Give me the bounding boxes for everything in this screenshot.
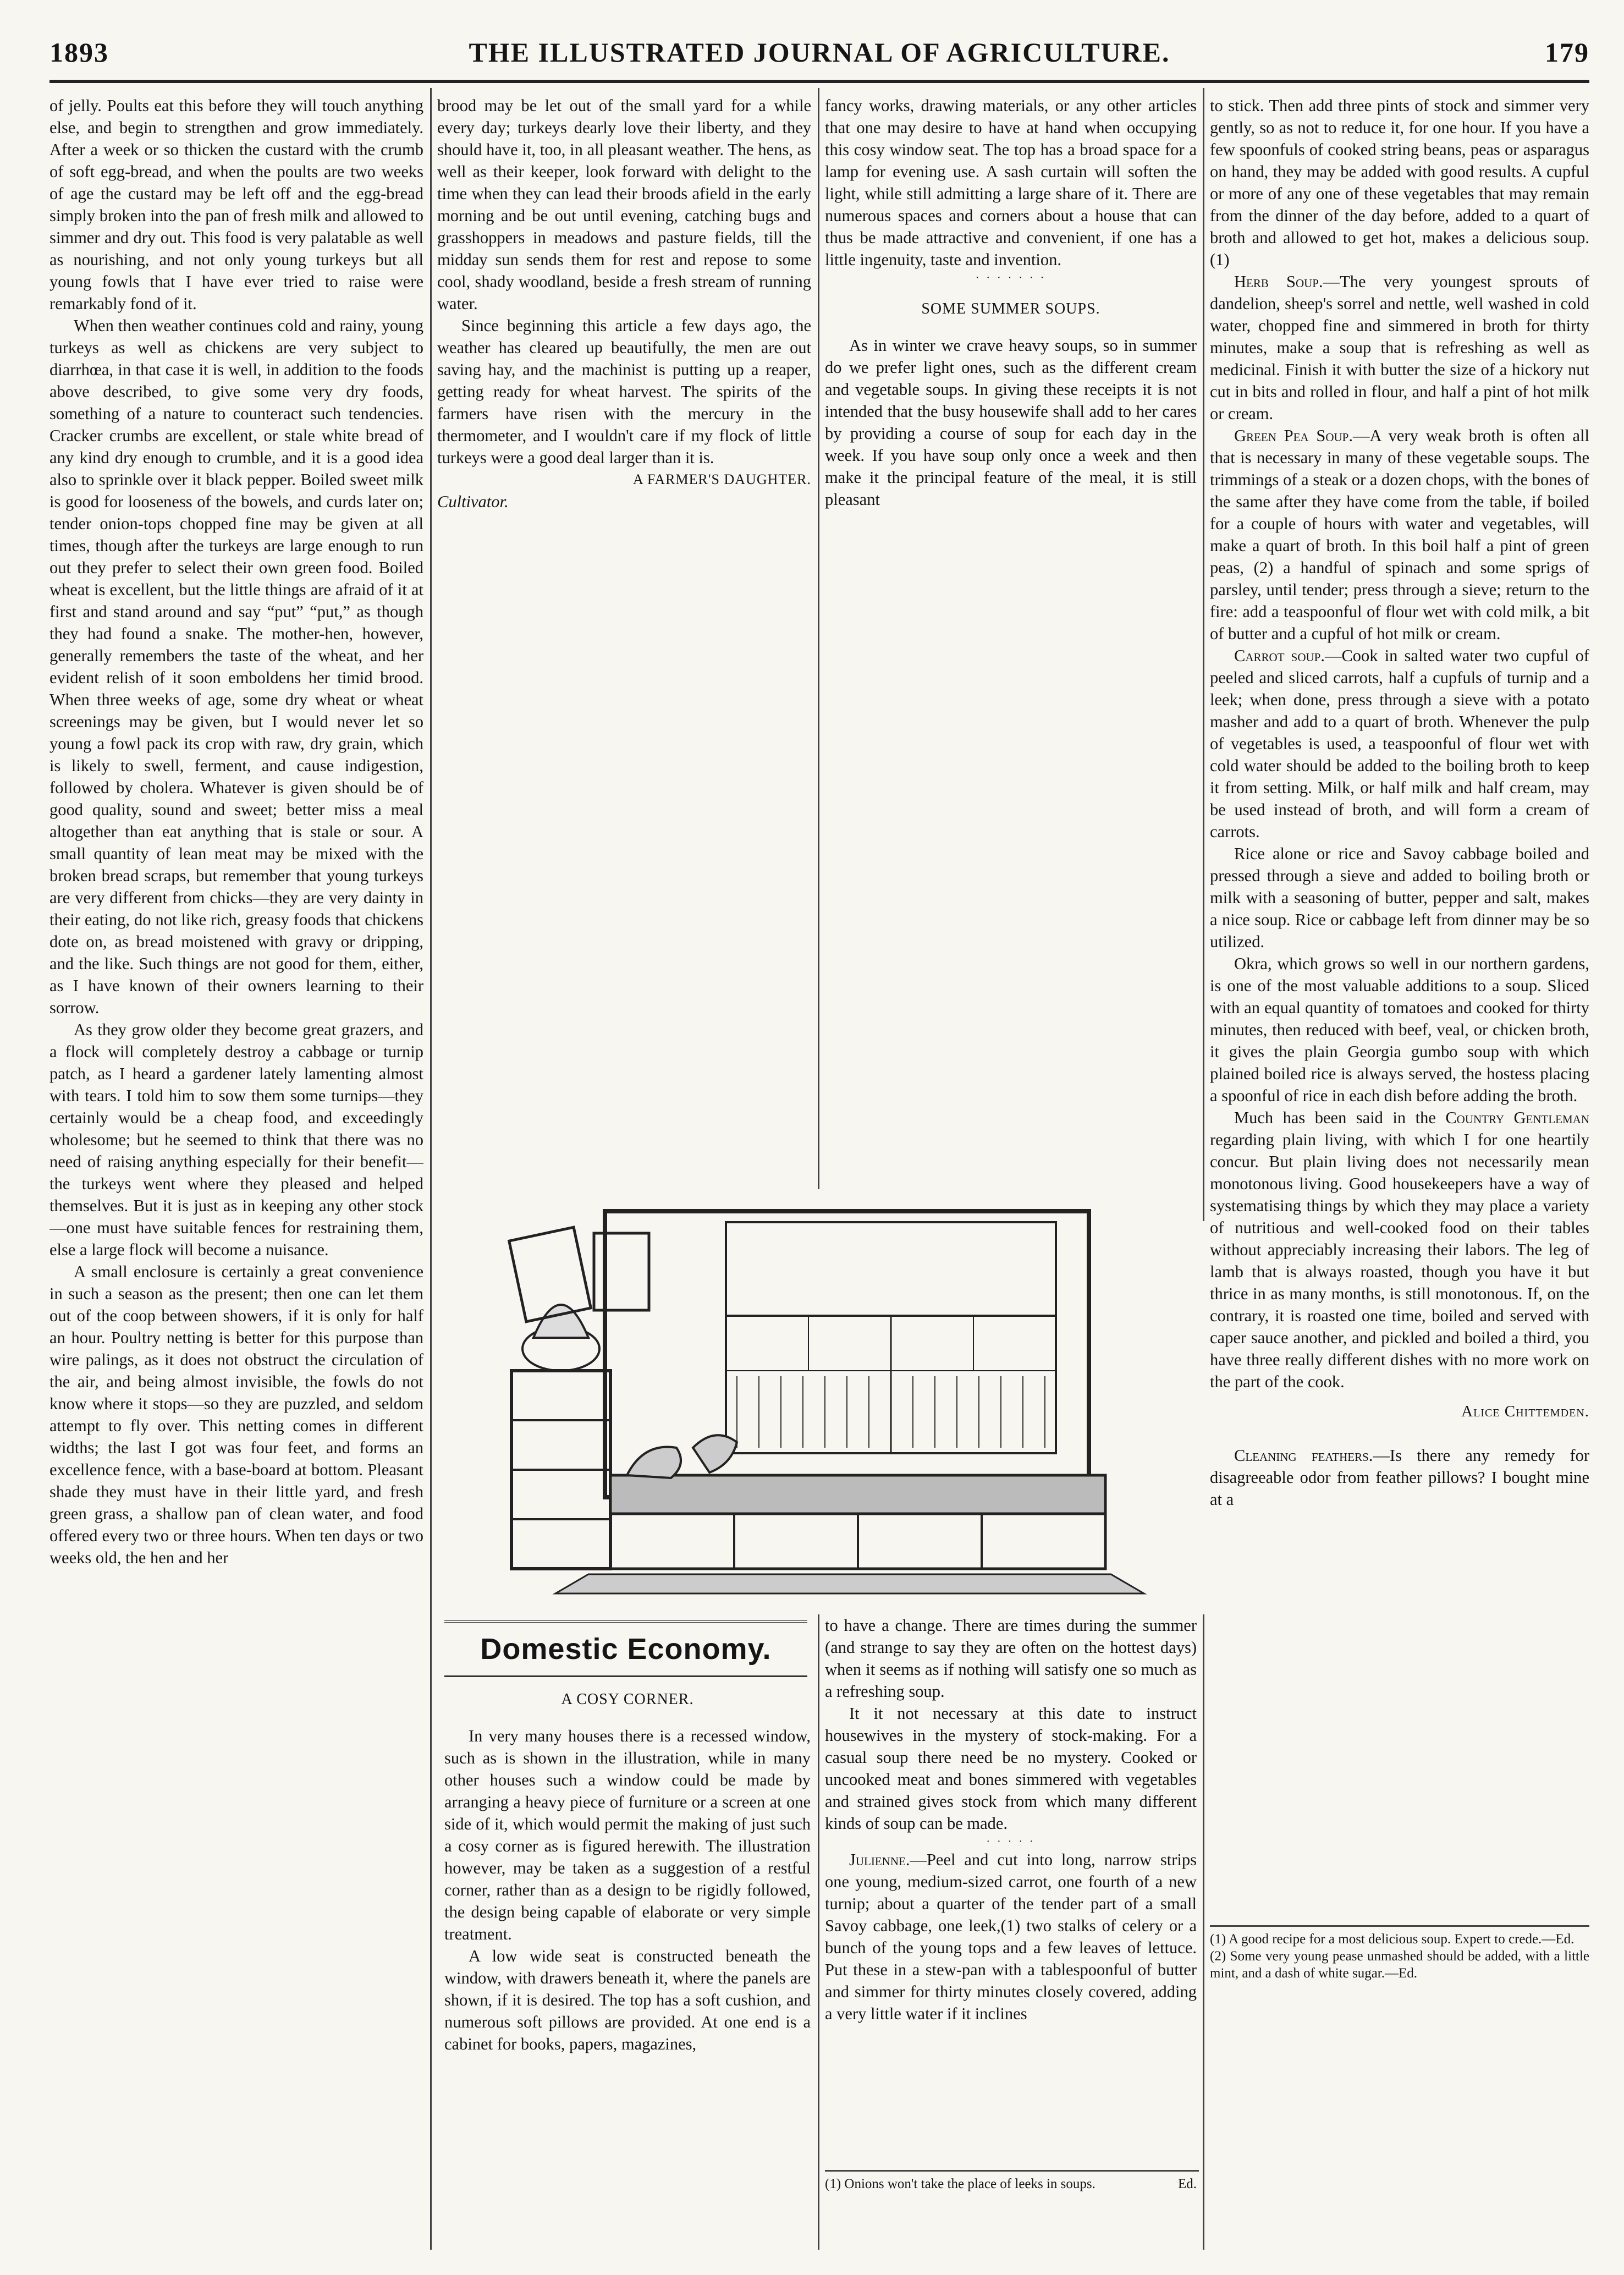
footnote-rule-col3 <box>825 2170 1199 2172</box>
paragraph <box>1210 271 1589 425</box>
paragraph: A low wide seat is constructed beneath the window, with drawers beneath it, where the panels are shown, if it is desired. The top has a soft cushion, and numerous soft pillows are provided. At one end is a cabinet for books, papers, magazines, <box>444 1947 811 2053</box>
paragraph <box>1210 1444 1589 1510</box>
column-rule-3-upper <box>1203 88 1204 1221</box>
paragraph: When then weather continues cold and rainy, young turkeys as well as chickens are very subject to diarrhœa, in that case it is well, in addition to the foods above described, to give some very dry foods, something of a nature to counteract such tendencies. Cracker crumbs are excellent, or stale white bread of any kind dry enough to crumble, and it is a good idea also to sprinkle over it black pepper. Boiled sweet milk is good for looseness of the bowels, and curds later on; tender onion-tops chopped fine may be given at all times, though after the turkeys are large enough to run out they prefer to select their own green food. Boiled wheat is excellent, but the little things are afraid of it at first and stand around and say “put” “put,” as though they had found a snake. The mother-hen, however, generally remembers the taste of the wheat, and her evident relish of it soon emboldens her timid brood. When three weeks of age, some dry wheat or wheat screenings may be given, but I would never let so young a fowl pack its crop with raw, dry grain, which is likely to swell, ferment, and cause indigestion, followed by cholera. Whatever is given should be of good quality, sound and sweet; better miss a meal altogether than eat anything that is stale or sour. A small quantity of lean meat may be mixed with the broken bread scraps, but remember that young turkeys are very different from chicks—they are very dainty in their eating, do not like rich, greasy foods that chickens dote on, as bread moistened with gravy or dripping, and the like. Such things are not good for them, either, as I have known of their owners learning to their sorrow. <box>49 316 423 1017</box>
source-credit: Cultivator. <box>437 492 509 511</box>
year: 1893 <box>49 37 109 68</box>
paragraph: As they grow older they become great grazers, and a flock will completely destroy a cabbage or turnip patch, as I heard a gardener lately lamenting almost with tears. I told him to sow them some turnips—they certainly would be a cheap food, and exceedingly wholesome; but he seemed to think that there was no need of raising anything especially for their benefit—the turkeys went where they pleased and helped themselves. But it is just as in keeping any other stock—one must have suitable fences for restraining them, else a large flock will become a nuisance. <box>49 1020 423 1259</box>
paragraph <box>1210 645 1589 843</box>
query-label: Cleaning feathers. <box>1234 1446 1373 1465</box>
journal-title: THE ILLUSTRATED JOURNAL OF AGRICULTURE. <box>469 37 1170 68</box>
footnote-rule-col4 <box>1210 1925 1589 1927</box>
column-3-top <box>825 95 1197 1189</box>
column-rule-2-upper <box>818 88 819 1221</box>
paragraph: It it not necessary at this date to instruct housewives in the mystery of stock-making. For a casual soup there need be no mystery. Cooked or uncooked meat and bones simmered with vegetables and strained gives stock from which many different kinds of soup can be made. <box>825 1704 1197 1833</box>
column-rule-1 <box>430 88 432 2250</box>
paragraph <box>1210 425 1589 645</box>
footnote-editor: Ed. <box>1177 2177 1197 2191</box>
recipe-label: Julienne. <box>849 1850 910 1869</box>
column-1 <box>49 95 423 2251</box>
section-divider: · · · · · <box>986 1836 1036 1848</box>
recipe-label: Herb Soup. <box>1234 272 1323 291</box>
recipe-text: —The very youngest sprouts of dandelion, sheep's sorrel and nettle, well washed in cold water, chopped fine and simmered in broth for thirty minutes, make a soup that is refreshing as well as medicinal. Finish it with butter the size of a hickory nut cut in bits and rolled in flour, and half a pint of hot milk or cream. <box>1210 272 1589 423</box>
header-rule <box>49 80 1589 83</box>
paragraph: In very many houses there is a recessed window, such as is shown in the illustration, while in many other houses such a window could be made by arranging a heavy piece of furniture or a screen at one side of it, which would permit the making of just such a cosy corner as is figured herewith. The illustration however, may be taken as a suggestion of a restful corner, rather than as a design to be rigidly followed, the design being capable of elaborate or very simple treatment. <box>444 1727 811 1943</box>
publication-name: Country Gentleman <box>1445 1108 1589 1127</box>
paragraph: brood may be let out of the small yard for a while every day; turkeys dearly love their liberty, and they should have it, too, in all pleasant weather. The hens, as well as their keeper, look forward with delight to the time when they can lead their broods afield in the early morning and be out until evening, catching bugs and grasshoppers in meadows and pasture fields, till the midday sun sends them for rest and repose to some cool, shady woodland, beside a fresh stream of running water. <box>437 96 811 313</box>
page-number: 179 <box>1545 37 1589 68</box>
paragraph: Rice alone or rice and Savoy cabbage boiled and pressed through a sieve and added to boiling broth or milk with a seasoning of butter, pepper and salt, makes a nice soup. Rice or cabbage left from dinner may be so utilized. <box>1210 844 1589 951</box>
signature: Alice Chittemden. <box>1461 1403 1589 1420</box>
column-4 <box>1210 95 1589 1921</box>
footnote: (2) Some very young pease unmashed should be added, with a little mint, and a dash of white sugar.—Ed. <box>1210 1949 1589 1981</box>
footnotes-col4 <box>1210 1931 1589 1997</box>
paragraph: Since beginning this article a few days ago, the weather has cleared up beautifully, the men are out saving hay, and the machinist is putting up a reaper, getting ready for wheat harvest. The spirits of the farmers have risen with the mercury in the thermometer, and I wouldn't care if my flock of little turkeys were a good deal larger than it is. <box>437 316 811 467</box>
running-head <box>49 36 1589 75</box>
section-title: A COSY CORNER. <box>561 1691 694 1708</box>
paragraph: A small enclosure is certainly a great convenience in such a season as the present; then one can let them out of the coop between showers, if it is only for half an hour. Poultry netting is better for this purpose than wire palings, as it does not obstruct the circulation of the air, and being almost invisible, the fowls do not know where it stops—so they are puzzled, and seldom attempt to fly over. This netting comes in different widths; the last I got was four feet, and forms an excellence fence, with a base-board at bottom. Pleasant shade they must have in their little yard, and fresh green grass, a shallow pan of clean water, and food offered every two or three hours. When ten days or two weeks old, the hen and her <box>49 1262 423 1567</box>
paragraph: Much has been said in the Country Gentleman regarding plain living, with which I for one heartily concur. But plain living does not necessarily mean monotonous living. Good housekeepers have a way of systematising things by which they may place a variety of nutritious and well-cooked food on their tables without appreciably increasing their labors. The leg of lamb that is always roasted, though you have it but thrice in as many months, is still monotonous. If, on the contrary, it is roasted one time, boiled and served with caper sauce another, and pickled and boiled a third, you have three really different dishes with no more work on the part of the cook. <box>1210 1108 1589 1391</box>
department-banner: Domestic Economy. <box>444 1620 807 1677</box>
paragraph: of jelly. Poults eat this before they will touch anything else, and begin to strengthen and grow immediately. After a week or so thicken the custard with the crumb of soft egg-bread, and when the poults are two weeks of age the custard may be left off and the egg-bread simply broken into the pan of fresh milk and allowed to simmer and dry out. This food is very palatable as well as nourishing, and not only young turkeys but all young fowls that I have ever tried to raise were remarkably fond of it. <box>49 96 423 313</box>
paragraph <box>825 1849 1197 2025</box>
footnote-text: (1) Onions won't take the place of leeks in soups. <box>825 2177 1095 2191</box>
section-divider: · · · · · · · <box>975 272 1047 284</box>
recipe-text: —Peel and cut into long, narrow strips one young, medium-sized carrot, one fourth of a new turnip; about a quarter of the tender part of a small Savoy cabbage, one leek,(1) two stalks of celery or a bunch of the young tops and a few leaves of lettuce. Put these in a stew-pan with a tablespoonful of butter and simmer for thirty minutes closely covered, adding a very little water if it inclines <box>825 1850 1197 2023</box>
recipe-text: —A very weak broth is often all that is necessary in many of these vegetable soups. The trimmings of a steak or a dozen chops, with the bones of the same after they have come from the table, if boiled for a couple of hours with water and vegetables, will make a quart of broth. In this boil half a pint of green peas, (2) a handful of spinach and some sprigs of parsley, until tender; press through a sieve; return to the fire: add a teaspoonful of flour wet with cold milk, a bit of butter and a cupful of hot milk or cream. <box>1210 426 1589 643</box>
paragraph: fancy works, drawing materials, or any other articles that one may desire to have at hand when occupying this cosy window seat. The top has a broad space for a lamp for evening use. A sash curtain will soften the light, while still admitting a large share of it. There are numerous spaces and corners about a house that can thus be made attractive and convenient, if one has a little ingenuity, taste and invention. <box>825 96 1197 269</box>
paragraph: Okra, which grows so well in our northern gardens, is one of the most valuable additions to a soup. Sliced with an equal quantity of tomatoes and cooked for thirty minutes, then reduced with beef, veal, or chicken broth, it gives the plain Georgia gumbo soup with which plained boiled rice is always served, the hostess placing a spoonful of rice in each dish before adding the broth. <box>1210 954 1589 1105</box>
recipe-label: Carrot soup. <box>1234 646 1325 665</box>
recipe-text: —Cook in salted water two cupful of peeled and sliced carrots, half a cupfuls of turnip and a leek; when done, press through a sieve with a potato masher and add to a quart of broth. Whenever the pulp of vegetables is used, a teaspoonful of flour wet with cold water should be added to the boiling broth to keep it from setting. Milk, or half milk and half cream, may be used instead of broth, and will form a cream of carrots. <box>1210 646 1589 841</box>
footnote-col3 <box>825 2175 1197 2219</box>
paragraph: As in winter we crave heavy soups, so in summer do we prefer light ones, such as the different cream and vegetable soups. In giving these receipts it is not intended that the busy housewife shall add to her cares by providing a course of soup for each day in the week. If you have soup only once a week and then make it the principal feature of the meal, it is still pleasant <box>825 336 1197 509</box>
footnote: (1) A good recipe for a most delicious soup. Expert to crede.—Ed. <box>1210 1932 1575 1947</box>
query-text: —Is there any remedy for disagreeable odor from feather pillows? I bought mine at a <box>1210 1446 1589 1509</box>
column-rule-2-lower <box>818 1614 819 2250</box>
column-3-bottom <box>825 1614 1197 2170</box>
signature: A FARMER'S DAUGHTER. <box>633 471 811 487</box>
column-2-top <box>437 95 811 1189</box>
paragraph: to have a change. There are times during the summer (and strange to say they are often on the hottest days) when it seems as if nothing will satisfy one so much as a refreshing soup. <box>825 1616 1197 1701</box>
column-2-bottom <box>444 1683 811 2250</box>
section-title: SOME SUMMER SOUPS. <box>921 300 1100 317</box>
cosy-corner-illustration <box>462 1189 1166 1596</box>
paragraph: to stick. Then add three pints of stock and simmer very gently, so as not to reduce it, for one hour. If you have a few spoonfuls of cooked string beans, peas or asparagus on hand, they may be added with good results. A cupful or more of any one of these vegetables that may remain from the dinner of the day before, added to a quart of broth and allowed to get hot, makes a delicious soup. (1) <box>1210 96 1589 269</box>
recipe-label: Green Pea Soup. <box>1234 426 1353 445</box>
column-rule-3-lower <box>1203 1614 1204 2250</box>
